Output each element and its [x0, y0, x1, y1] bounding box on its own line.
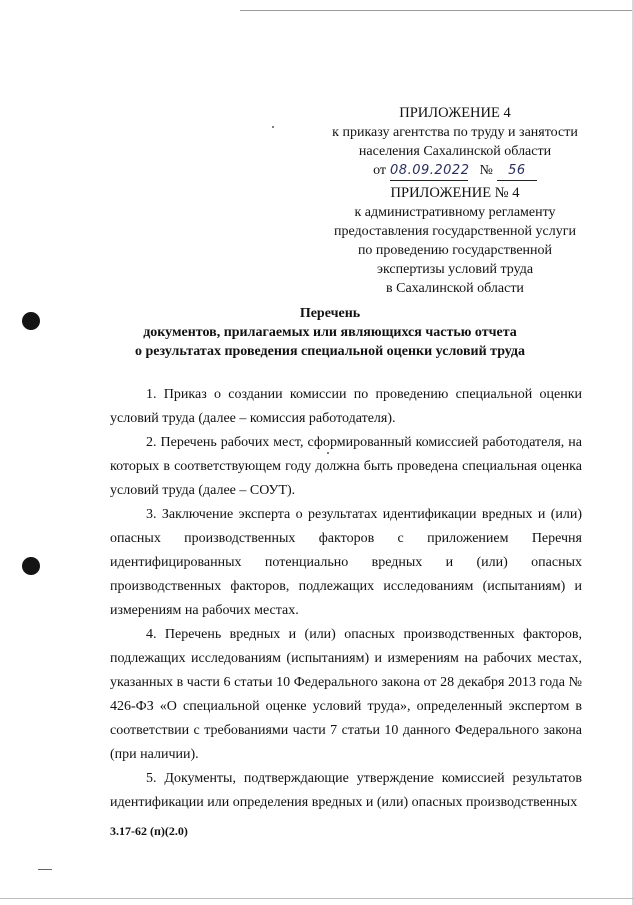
list-item: 5. Документы, подтверждающие утверждение комиссией результатов идентификации или определения вредных и (или) опасных производственных [110, 771, 582, 810]
number-label: № [479, 163, 493, 178]
appendix-no4-block [300, 184, 610, 298]
appendix-4-line1: к приказу агентства по труду и занятости [332, 125, 578, 140]
scan-bottom-edge [0, 898, 634, 899]
scan-speck [272, 126, 274, 128]
appendix-no4-line: экспертизы условий труда [376, 262, 534, 277]
appendix-4-block [300, 104, 610, 181]
handwritten-number: 56 [508, 163, 526, 178]
title-line2: документов, прилагаемых или являющихся частью отчета [143, 325, 517, 340]
list-item: 2. Перечень рабочих мест, сформированный комиссией работодателя, на которых в соответствующем году должна быть проведена специальная оценка условий труда (далее – СОУТ). [110, 435, 582, 498]
scan-top-edge [240, 10, 634, 11]
appendix-no4-line: к административному регламенту [354, 205, 556, 220]
date-field [390, 161, 468, 181]
list-item: 1. Приказ о создании комиссии по проведению специальной оценки условий труда (далее – комиссия работодателя). [110, 387, 582, 426]
appendix-no4-title: ПРИЛОЖЕНИЕ № 4 [390, 185, 520, 201]
scan-mark [38, 869, 52, 870]
handwritten-date: 08.09.2022 [390, 163, 470, 178]
appendix-no4-line: в Сахалинской области [386, 281, 524, 296]
punch-hole-upper [22, 312, 40, 330]
appendix-no4-line: по проведению государственной [357, 243, 553, 258]
punch-hole-lower [22, 557, 40, 575]
list-item: 3. Заключение эксперта о результатах идентификации вредных и (или) опасных производственных факторов с приложением Перечня идентифицированных потенциально вредных и (или) опасных производственных факторов, подлежащих исследованиям (испытаниям) и измерениям на рабочих местах. [110, 507, 582, 618]
appendix-4-title: ПРИЛОЖЕНИЕ 4 [399, 105, 511, 121]
form-code: 3.17-62 (п)(2.0) [110, 824, 188, 838]
appendix-no4-line: предоставления государственной услуги [334, 224, 576, 239]
document-title [90, 304, 570, 361]
from-label: от [373, 163, 387, 178]
appendix-4-date-number-line [300, 161, 610, 181]
document-body [110, 383, 582, 815]
title-line3: о результатах проведения специальной оценки условий труда [135, 344, 525, 359]
list-item: 4. Перечень вредных и (или) опасных производственных факторов, подлежащих исследованиям (испытаниям) и измерениям на рабочих местах, указанных в части 6 статьи 10 Федерального закона от 28 декабря 2013 года № 426-ФЗ «О специальной оценке условий труда», определенный экспертом в соответствии с требованиями части 7 статьи 10 данного Федерального закона (при наличии). [110, 627, 582, 762]
appendix-4-line2: населения Сахалинской области [358, 144, 552, 159]
title-line1: Перечень [299, 306, 361, 321]
number-field [497, 161, 537, 181]
